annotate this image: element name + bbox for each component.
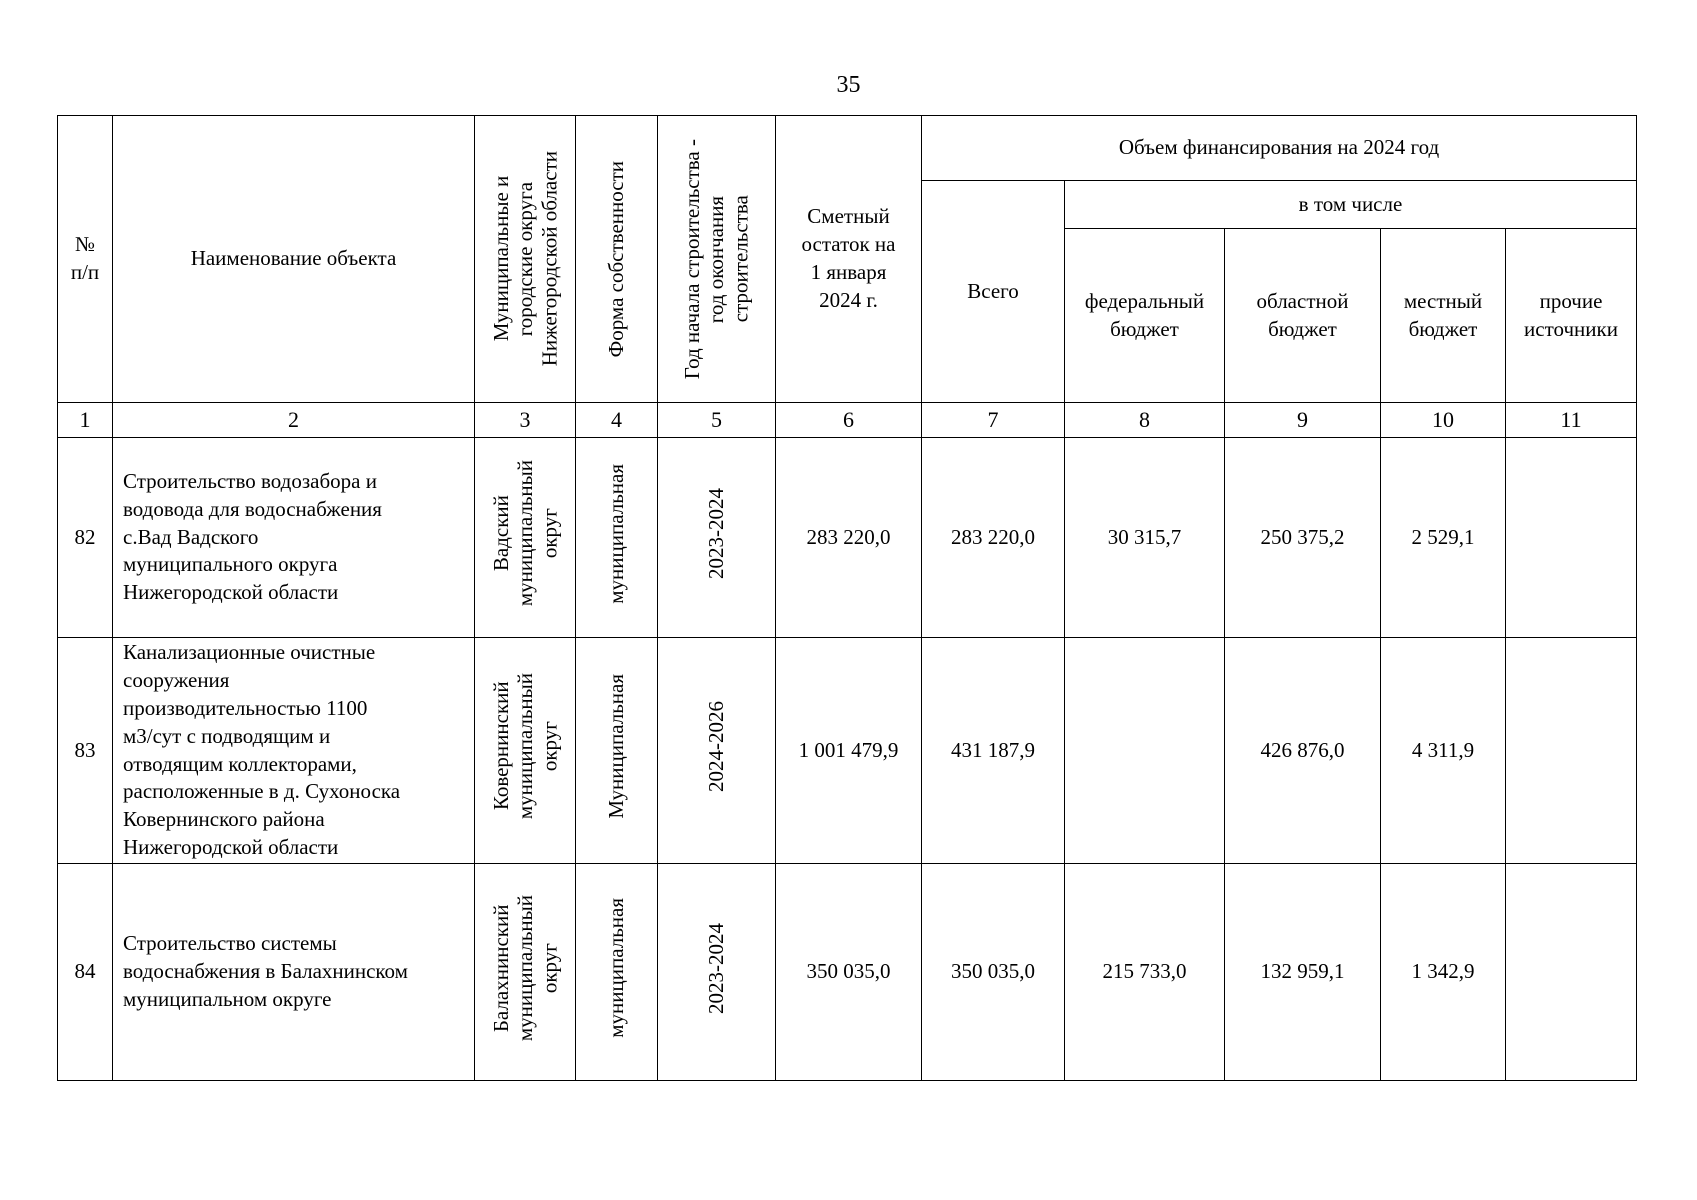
- row-num: 84: [58, 864, 113, 1081]
- column-number-row: [58, 403, 1637, 438]
- header-years: Год начала строительства - год окончания строительства: [680, 138, 753, 380]
- row-municipality: Балахнинский муниципальный округ: [488, 894, 562, 1042]
- row-balance: 283 220,0: [776, 438, 922, 638]
- header-balance: Сметный остаток на 1 января 2024 г.: [776, 116, 922, 403]
- row-other: [1506, 438, 1637, 638]
- row-regional: 250 375,2: [1225, 438, 1381, 638]
- row-object-name: Строительство системы водоснабжения в Балахнинском муниципальном округе: [113, 864, 475, 1081]
- column-number: 11: [1506, 403, 1637, 438]
- row-municipality-cell: [475, 438, 576, 638]
- header-financing: Объем финансирования на 2024 год: [922, 116, 1637, 181]
- column-number: 5: [658, 403, 776, 438]
- column-number: 2: [113, 403, 475, 438]
- column-number: 1: [58, 403, 113, 438]
- table-row: [58, 638, 1637, 864]
- row-years-cell: [658, 638, 776, 864]
- row-years: 2024-2026: [704, 701, 729, 793]
- row-municipality: Вадский муниципальный округ: [488, 460, 562, 607]
- page-number: 35: [836, 72, 861, 98]
- row-total: 431 187,9: [922, 638, 1065, 864]
- row-ownership: муниципальная: [604, 463, 629, 604]
- row-total: 350 035,0: [922, 864, 1065, 1081]
- header-regional: областной бюджет: [1225, 229, 1381, 403]
- column-number: 8: [1065, 403, 1225, 438]
- row-ownership: Муниципальная: [604, 674, 629, 819]
- column-number: 3: [475, 403, 576, 438]
- row-local: 4 311,9: [1381, 638, 1506, 864]
- column-number: 7: [922, 403, 1065, 438]
- row-regional: 426 876,0: [1225, 638, 1381, 864]
- table-row: [58, 438, 1637, 638]
- header-total: Всего: [922, 181, 1065, 403]
- row-municipality: Ковернинский муниципальный округ: [488, 673, 562, 820]
- row-other: [1506, 638, 1637, 864]
- header-ownership-cell: [576, 116, 658, 403]
- header-num: № п/п: [58, 116, 113, 403]
- row-years: 2023-2024: [704, 488, 729, 580]
- row-municipality-cell: [475, 638, 576, 864]
- row-ownership-cell: [576, 864, 658, 1081]
- row-ownership-cell: [576, 438, 658, 638]
- header-years-cell: [658, 116, 776, 403]
- header-including: в том числе: [1065, 181, 1637, 229]
- row-federal: 215 733,0: [1065, 864, 1225, 1081]
- row-federal: [1065, 638, 1225, 864]
- row-local: 1 342,9: [1381, 864, 1506, 1081]
- column-number: 6: [776, 403, 922, 438]
- row-years-cell: [658, 864, 776, 1081]
- row-object-name: Строительство водозабора и водовода для водоснабжения с.Вад Вадского муниципального округа Нижегородской области: [113, 438, 475, 638]
- row-federal: 30 315,7: [1065, 438, 1225, 638]
- row-municipality-cell: [475, 864, 576, 1081]
- row-years-cell: [658, 438, 776, 638]
- row-object-name: Канализационные очистные сооружения производительностью 1100 м3/сут с подводящим и отводящим коллекторами, расположенные в д. Сухоноска Ковернинского района Нижегородской области: [113, 638, 475, 864]
- row-regional: 132 959,1: [1225, 864, 1381, 1081]
- header-local: местный бюджет: [1381, 229, 1506, 403]
- header-ownership: Форма собственности: [604, 160, 629, 358]
- header-federal: федеральный бюджет: [1065, 229, 1225, 403]
- row-num: 82: [58, 438, 113, 638]
- objects-financing-table: [57, 115, 1637, 1081]
- column-number: 4: [576, 403, 658, 438]
- header-name: Наименование объекта: [113, 116, 475, 403]
- row-years: 2023-2024: [704, 922, 729, 1014]
- row-num: 83: [58, 638, 113, 864]
- row-ownership: муниципальная: [604, 898, 629, 1038]
- row-local: 2 529,1: [1381, 438, 1506, 638]
- header-other: прочие источники: [1506, 229, 1637, 403]
- header-municipality-cell: [475, 116, 576, 403]
- row-other: [1506, 864, 1637, 1081]
- row-total: 283 220,0: [922, 438, 1065, 638]
- row-ownership-cell: [576, 638, 658, 864]
- column-number: 9: [1225, 403, 1381, 438]
- table-row: [58, 864, 1637, 1081]
- row-balance: 1 001 479,9: [776, 638, 922, 864]
- row-balance: 350 035,0: [776, 864, 922, 1081]
- header-municipality: Муниципальные и городские округа Нижегородской области: [488, 151, 562, 367]
- column-number: 10: [1381, 403, 1506, 438]
